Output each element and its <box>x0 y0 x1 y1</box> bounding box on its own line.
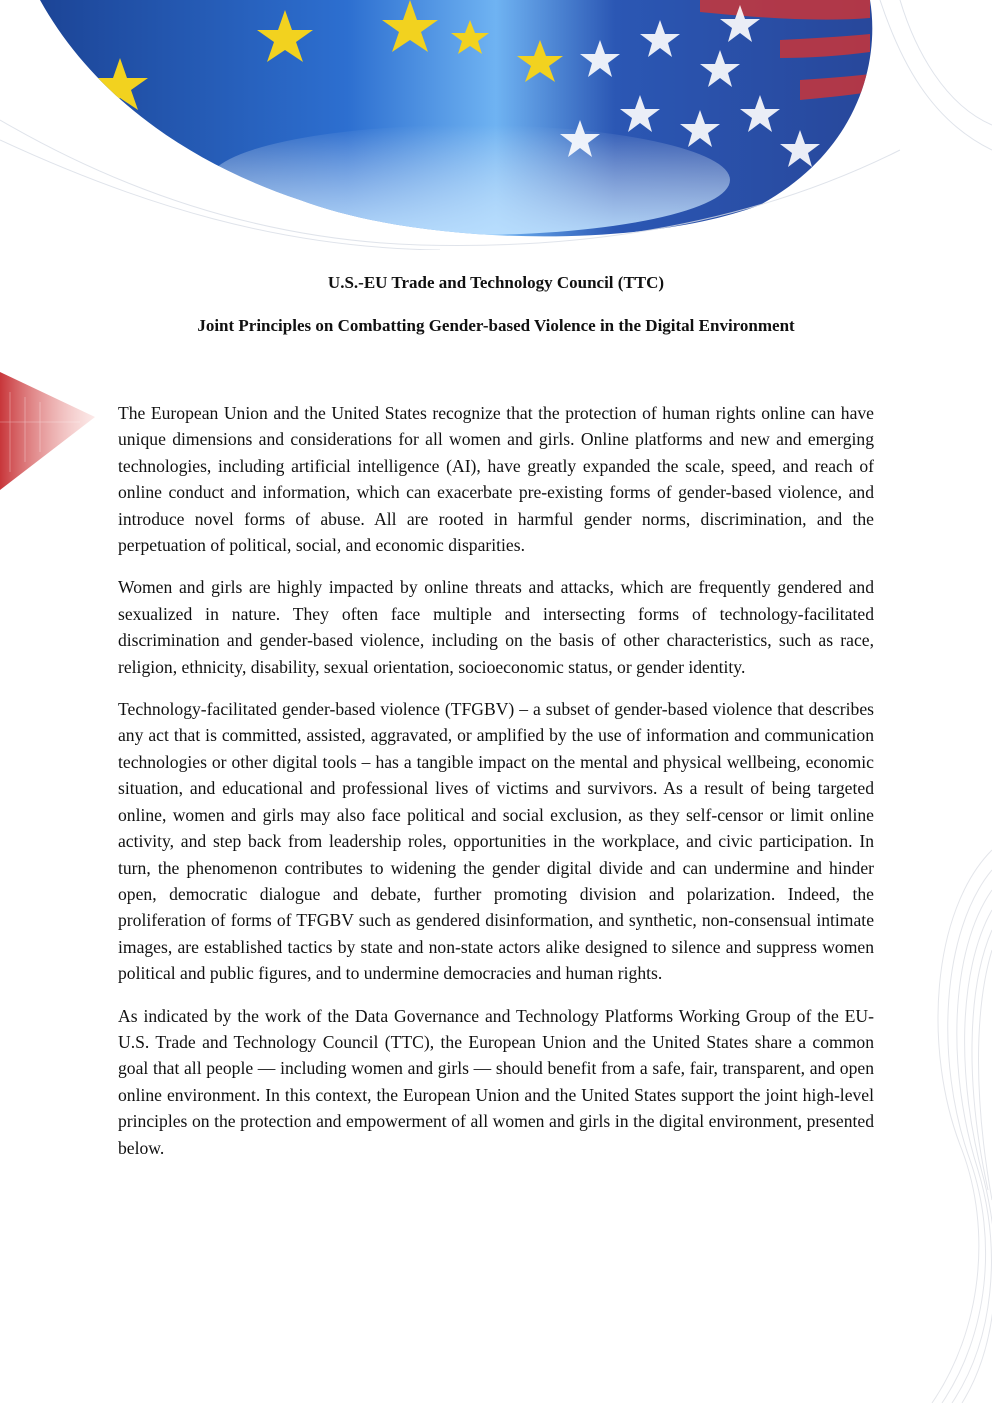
paragraph-4: As indicated by the work of the Data Governance and Technology Platforms Working Group of the EU-U.S. Trade and Technology Council (TTC), the European Union and the United States share a common goal that all people — including women and girls — should benefit from a safe, fair, transparent, and open online environment. In this context, the European Union and the United States support the joint high-level principles on the protection and empowerment of all women and girls in the digital environment, presented below. <box>118 1005 874 1158</box>
paragraph-1: The European Union and the United States recognize that the protection of human rights online can have unique dimensions and considerations for all women and girls. Online platforms and new and emerging technologies, including artificial intelligence (AI), have greatly expanded the scale, speed, and reach of online conduct and information, which can exacerbate pre-existing forms of gender-based violence, and introduce novel forms of abuse. All are rooted in harmful gender norms, discrimination, and the perpetuation of political, social, and economic disparities. <box>118 403 874 556</box>
document-header <box>0 270 992 339</box>
paragraph-2: Women and girls are highly impacted by online threats and attacks, which are frequently gendered and sexualized in nature. They often face multiple and intersecting forms of technology-facilitated discrimination and gender-based violence, including on the basis of other characteristics, such as race, religion, ethnicity, disability, sexual orientation, socioeconomic status, or gender identity. <box>118 577 874 677</box>
page-subtitle: Joint Principles on Combatting Gender-based Violence in the Digital Environment <box>197 316 795 335</box>
eu-us-flag-banner <box>0 0 992 250</box>
document-body <box>118 400 874 1177</box>
paragraph-3: Technology-facilitated gender-based violence (TFGBV) – a subset of gender-based violence that describes any act that is committed, assisted, aggravated, or amplified by the use of information and communication technologies or other digital tools – has a tangible impact on the mental and physical wellbeing, economic situation, and educational and professional lives of victims and survivors. As a result of being targeted online, women and girls may also face political and social exclusion, as they self-censor or limit online activity, and step back from leadership roles, opportunities in the workplace, and civic participation. In turn, the phenomenon contributes to widening the gender digital divide and can undermine and hinder open, democratic dialogue and debate, further promoting division and polarization. Indeed, the proliferation of forms of TFGBV such as gendered disinformation, and synthetic, non-consensual intimate images, are established tactics by state and non-state actors alike designed to silence and suppress women political and public figures, and to undermine democracies and human rights. <box>118 699 874 984</box>
red-arrow-decoration <box>0 372 100 492</box>
page-title: U.S.-EU Trade and Technology Council (TTC) <box>327 273 665 292</box>
